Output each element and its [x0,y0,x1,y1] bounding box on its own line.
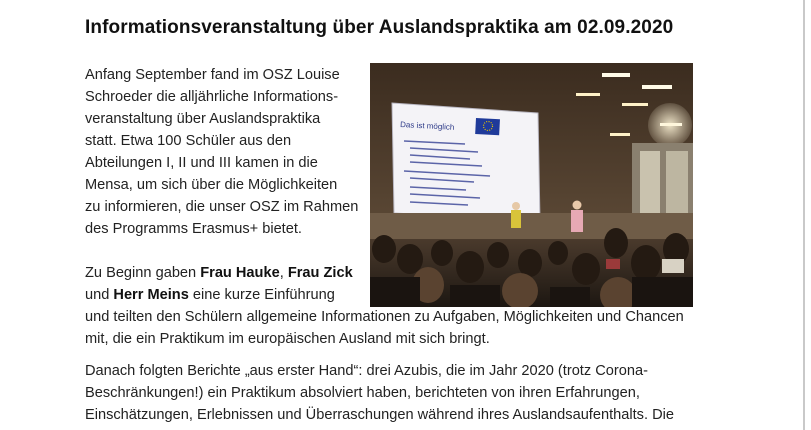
para1-line-6: Mensa, um sich über die Möglichkeiten [85,177,338,193]
name-frau-zick: Frau Zick [287,265,353,281]
name-herr-meins: Herr Meins [113,287,189,303]
para2-separator: , [279,265,288,281]
name-frau-hauke: Frau Hauke [200,265,280,281]
para2-text: Zu Beginn gaben [85,265,201,281]
para3-line-2: Beschränkungen!) ein Praktikum absolviert haben, berichteten von ihren Erfahrungen, [85,385,640,401]
para1-line-3: veranstaltung über Auslandspraktika [85,111,321,127]
para1-line-8: des Programms Erasmus+ bietet. [85,221,302,237]
para1-line-2: Schroeder die alljährliche Informations- [85,89,339,105]
para2-line-2 [85,284,335,306]
para2-line-4: mit, die ein Praktikum im europäischen Ausland mit sich bringt. [85,331,490,347]
para2-line-3: und teilten den Schülern allgemeine Informationen zu Aufgaben, Möglichkeiten und Chancen [85,309,684,325]
para2-line-1 [85,262,353,284]
page-edge [803,0,805,430]
para1-line-5: Abteilungen I, II und III kamen in die [85,155,318,171]
para1-line-4: statt. Etwa 100 Schüler aus den [85,133,292,149]
para3-line-1: Danach folgten Berichte „aus erster Hand“: drei Azubis, die im Jahr 2020 (trotz Corona- [85,363,648,379]
para1-line-1: Anfang September fand im OSZ Louise [85,67,340,83]
para3-line-3: Einschätzungen, Erlebnissen und Überraschungen während ihres Auslandsaufenthalts. Die [85,407,674,423]
article-title: Informationsveranstaltung über Auslandspraktika am 02.09.2020 [85,17,674,38]
para1-line-7: zu informieren, die unser OSZ im Rahmen [85,199,359,215]
para2-text: eine kurze Einführung [188,287,335,303]
slide-heading: Das ist möglich [399,120,455,132]
event-photo [370,63,693,307]
para2-text: und [85,287,114,303]
